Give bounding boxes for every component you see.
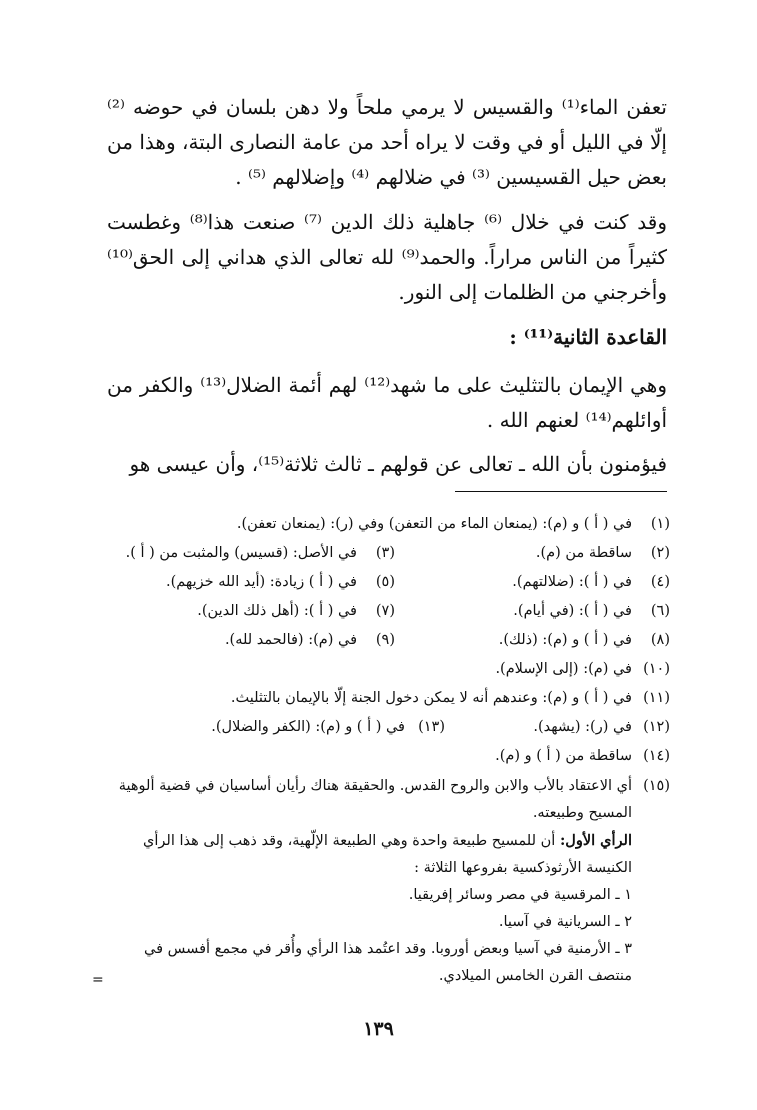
footnote-separator: [455, 491, 667, 492]
main-text-paragraph-2: وقد كنت في خلال ⁽⁶⁾ جاهلية ذلك الدين ⁽⁷⁾ صنعت هذا⁽⁸⁾ وغطست كثيراً من الناس مراراً. والحمد⁽⁹⁾ لله تعالى الذي هداني إلى الحق⁽¹⁰⁾ وأخرجني من الظلمات إلى النور.: [107, 210, 668, 304]
footnote-13-text: في ( أ ) و (م): (الكفر والضلال).: [211, 719, 405, 735]
book-page: تعفن الماء⁽¹⁾ والقسيس لا يرمي ملحاً ولا دهن بلسان في حوضه ⁽²⁾ إلّا في الليل أو في وقت لا يراه أحد من عامة النصارى البتة، وهذا من بعض حيل القسيسين ⁽³⁾ في ضلالهم ⁽⁴⁾ وإضلالهم ⁽⁵⁾ . وقد كنت في خلال ⁽⁶⁾ جاهلية ذلك الدين ⁽⁷⁾ صنعت هذا⁽⁸⁾ وغطست كثيراً من الناس مراراً. والحمد⁽⁹⁾ لله تعالى الذي هداني إلى الحق⁽¹⁰⁾ وأخرجني من الظلمات إلى النور. القاعدة الثانية⁽¹¹⁾ : وهي الإيمان بالتثليث على ما شهد⁽¹²⁾ لهم أئمة الضلال⁽¹³⁾ والكفر من أوائلهم⁽¹⁴⁾ لعنهم الله . فيؤمنون بأن الله ـ تعالى عن قولهم ـ ثالث ثلاثة⁽¹⁵⁾، وأن عيسى هو (١) في ( أ ) و (م): (يمنعان الماء من التعفن) وفي (ر): (يمنعان تعفن). (٢) ساقطة من (م). (٣) في الأصل: (قسيس) والمثبت من ( أ ). (٤) في ( أ ): (ضلالتهم). (٥) في ( أ ) زيادة: (أيد الله خزيهم). (٦) في ( أ ): (في أيام). (٧) في ( أ ): (أهل ذلك الدين). (٨) في ( أ ) و (م): (ذلك). (٩) في (م): (فالحمد لله). (١٠) في (م): (إلى الإسلام). (١١) في ( أ ) و (م): وعندهم أنه لا يمكن دخول الجنة إلّا بالإيمان بالتثليث. (١٢) في (ر): (يشهد). (١٣) في ( أ ) و (م): (الكفر والضلال). (١٤) ساقطة من ( أ ) و (م). (١٥) أي الاعتقاد بالأب والابن والروح القدس. والحقيقة هناك رأيان أساسيان في قضية ألوهية المسيح وطبيعته. الرأي الأول: أن للمسيح طبيعة واحدة وهي الطبيعة الإلّهية، وقد ذهب إلى هذا الرأي الكنيسة الأرثوذكسية بفروعها الثلاثة : ١ ـ المرقسية في مصر وسائر إفريقيا. ٢ ـ السريانية في آسيا. ٣ ـ الأرمنية في آسيا وبعض أوروبا. وقد اعتُمد هذا الرأي وأُقر في مجمع أفسس في منتصف القرن الخامس الميلادي. = ١٣٩: [0, 0, 757, 1110]
footnote-3-text: في الأصل: (قسيس) والمثبت من ( أ ).: [125, 545, 357, 561]
footnote-7-number: (٧): [375, 603, 395, 619]
footnote-9-number: (٩): [375, 632, 395, 648]
footnote-5-number: (٥): [375, 574, 395, 590]
footnote-4-text: في ( أ ): (ضلالتهم).: [512, 574, 632, 590]
footnote-8-number: (٨): [650, 632, 670, 648]
main-text-paragraph-1: تعفن الماء⁽¹⁾ والقسيس لا يرمي ملحاً ولا دهن بلسان في حوضه ⁽²⁾ إلّا في الليل أو في وقت لا يراه أحد من عامة النصارى البتة، وهذا من بعض حيل القسيسين ⁽³⁾ في ضلالهم ⁽⁴⁾ وإضلالهم ⁽⁵⁾ .: [107, 95, 667, 189]
footnote-15: (١٥) أي الاعتقاد بالأب والابن والروح القدس. والحقيقة هناك رأيان أساسيان في قضية ألوهية المسيح وطبيعته. الرأي الأول: أن للمسيح طبيعة واحدة وهي الطبيعة الإلّهية، وقد ذهب إلى هذا الرأي الكنيسة الأرثوذكسية بفروعها الثلاثة : ١ ـ المرقسية في مصر وسائر إفريقيا. ٢ ـ السريانية في آسيا. ٣ ـ الأرمنية في آسيا وبعض أوروبا. وقد اعتُمد هذا الرأي وأُقر في مجمع أفسس في منتصف القرن الخامس الميلادي.: [100, 773, 670, 990]
main-text-paragraph-4: فيؤمنون بأن الله ـ تعالى عن قولهم ـ ثالث ثلاثة⁽¹⁵⁾، وأن عيسى هو: [129, 452, 667, 476]
continuation-mark: =: [92, 972, 104, 988]
page-number: ١٣٩: [363, 1018, 394, 1040]
footnote-8-text: في ( أ ) و (م): (ذلك).: [498, 632, 632, 648]
footnote-6-number: (٦): [650, 603, 670, 619]
footnote-5-text: في ( أ ) زيادة: (أيد الله خزيهم).: [166, 574, 357, 590]
footnote-15-body: أي الاعتقاد بالأب والابن والروح القدس. والحقيقة هناك رأيان أساسيان في قضية ألوهية المسيح وطبيعته. الرأي الأول: أن للمسيح طبيعة واحدة وهي الطبيعة الإلّهية، وقد ذهب إلى هذا الرأي الكنيسة الأرثوذكسية بفروعها الثلاثة : ١ ـ المرقسية في مصر وسائر إفريقيا. ٢ ـ السريانية في آسيا. ٣ ـ الأرمنية في آسيا وبعض أوروبا. وقد اعتُمد هذا الرأي وأُقر في مجمع أفسس في منتصف القرن الخامس الميلادي.: [118, 778, 632, 984]
footnote-4-number: (٤): [650, 574, 670, 590]
footnote-3-number: (٣): [375, 545, 395, 561]
footnote-7-text: في ( أ ): (أهل ذلك الدين).: [197, 603, 357, 619]
footnote-12-number: (١٢): [643, 719, 670, 735]
section-heading: القاعدة الثانية⁽¹¹⁾ :: [509, 325, 667, 349]
footnote-12-text: في (ر): (يشهد).: [533, 719, 632, 735]
footnote-13-number: (١٣): [418, 719, 445, 735]
main-text-paragraph-3: وهي الإيمان بالتثليث على ما شهد⁽¹²⁾ لهم أئمة الضلال⁽¹³⁾ والكفر من أوائلهم⁽¹⁴⁾ لعنهم الله .: [107, 373, 668, 432]
footnote-9-text: في (م): (فالحمد لله).: [224, 632, 357, 648]
footnote-6-text: في ( أ ): (في أيام).: [513, 603, 632, 619]
footnote-2-text: ساقطة من (م).: [535, 545, 632, 561]
footnote-2-number: (٢): [650, 545, 670, 561]
